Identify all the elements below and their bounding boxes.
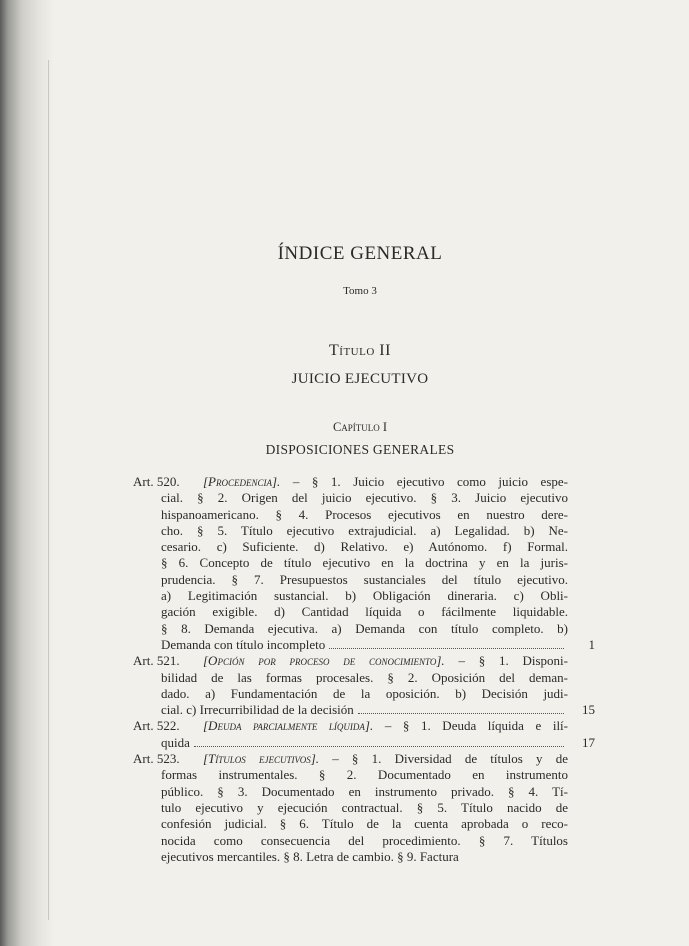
page-title: ÍNDICE GENERAL [277,243,443,264]
leader-line [161,735,568,751]
entry-line: cesario. c) Suficiente. d) Relativo. e) Autónomo. f) Formal. [161,539,568,555]
entry-line: prudencia. § 7. Presupuestos sustanciales del título ejecutivo. [161,571,568,587]
entry-line [161,653,568,669]
dot-leader [358,702,564,714]
index-entry [0,751,689,865]
index-entries [0,474,689,865]
entry-text [161,718,568,751]
entry-line: formas instrumentales. § 2. Documentado en instrumento [161,767,568,783]
entry-line-text: – § 1. Deuda líquida e ilí- [373,718,568,734]
leader-line [161,702,568,718]
entry-line: bilidad de las formas procesales. § 2. Oposición del deman- [161,669,568,685]
entry-line: confesión judicial. § 6. Título de la cuenta aprobada o reco- [161,816,568,832]
entry-line-text: – § 1. Diversidad de títulos y de [319,751,568,767]
capitulo-label: Capítulo I [332,420,388,434]
entry-line: § 8. Demanda ejecutiva. a) Demanda con título completo. b) [161,620,568,636]
entry-line: cho. § 5. Título ejecutivo extrajudicial. a) Legalidad. b) Ne- [161,522,568,538]
leader-text: cial. c) Irrecurribilidad de la decisión [161,702,354,718]
entry-heading: [Procedencia]. [203,474,281,489]
article-number: Art. 521. [133,653,180,669]
page-number: 1 [588,637,595,653]
dot-leader [194,735,564,747]
entry-line [161,718,568,734]
titulo-name: JUICIO EJECUTIVO [291,371,429,387]
entry-text [161,751,568,865]
entry-line: nocida como consecuencia del procedimiento. § 7. Títulos [161,832,568,848]
entry-line: dado. a) Fundamentación de la oposición. b) Decisión judi- [161,685,568,701]
entry-line: tulo ejecutivo y ejecución contractual. § 5. Título nacido de [161,799,568,815]
entry-line-text: – § 1. Juicio ejecutivo como juicio espe- [280,474,568,489]
leader-text: Demanda con título incompleto [161,636,326,652]
entry-heading: [Títulos ejecutivos]. [203,751,320,767]
entry-line [161,474,568,490]
entry-heading: [Deuda parcialmente líquida]. [203,718,374,734]
page-number: 17 [582,735,595,751]
index-entry [0,474,689,653]
dot-leader [329,637,564,649]
entry-line: a) Legitimación sustancial. b) Obligación dineraria. c) Obli- [161,588,568,604]
entry-line [161,751,568,767]
leader-line [161,637,568,653]
entry-text [161,474,568,653]
entry-line: cial. § 2. Origen del juicio ejecutivo. § 3. Juicio ejecutivo [161,490,568,506]
leader-text: quida [161,734,190,750]
page-number: 15 [582,702,595,718]
entry-line: § 6. Concepto de título ejecutivo en la doctrina y en la juris- [161,555,568,571]
entry-heading: [Opción por proceso de conocimiento]. [203,653,445,669]
index-entry [0,653,689,718]
entry-line: gación exigible. d) Cantidad líquida o fácilmente liquidable. [161,604,568,620]
entry-line: hispanoamericano. § 4. Procesos ejecutivos en nuestro dere- [161,506,568,522]
volume-label: Tomo 3 [343,285,377,297]
article-number: Art. 522. [133,718,180,734]
entry-line: público. § 3. Documentado en instrumento privado. § 4. Tí- [161,783,568,799]
entry-text [161,653,568,718]
titulo-label: Título II [329,342,391,359]
entry-line: ejecutivos mercantiles. § 8. Letra de cambio. § 9. Factura [161,848,459,864]
article-number: Art. 523. [133,751,180,767]
index-entry [0,718,689,751]
article-number: Art. 520. [133,474,180,489]
capitulo-name: DISPOSICIONES GENERALES [265,442,455,457]
entry-line-text: – § 1. Disponi- [444,653,568,669]
